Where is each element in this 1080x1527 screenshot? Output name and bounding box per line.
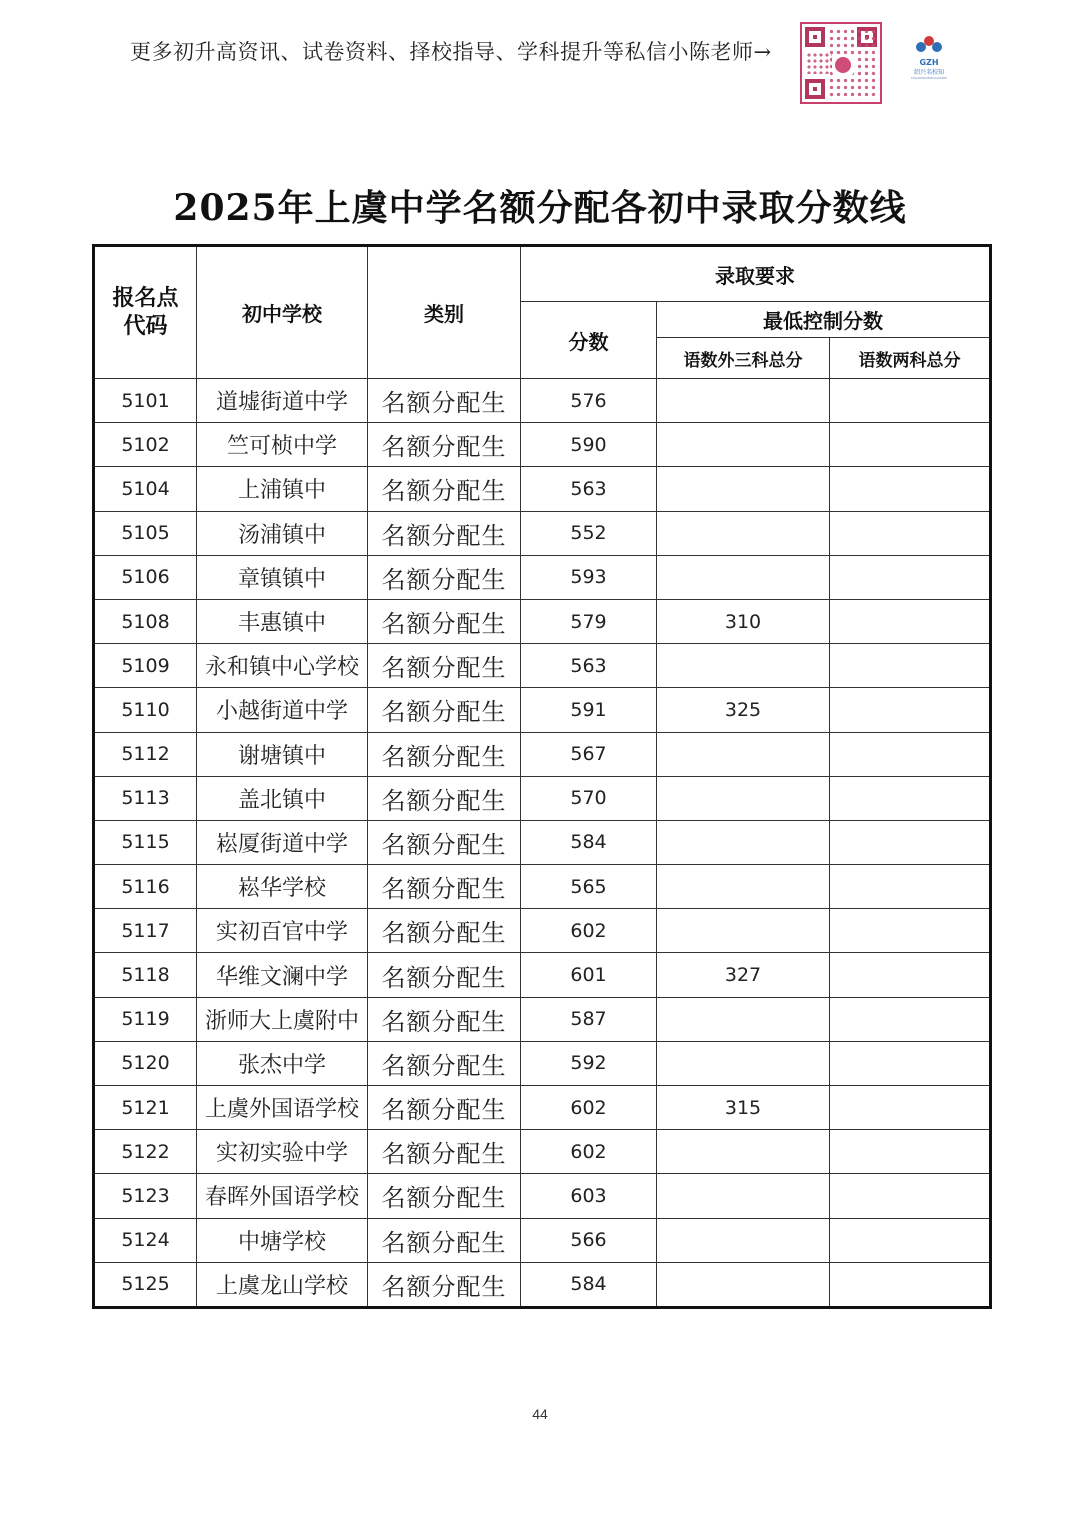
cell-three-subjects: 327	[657, 953, 830, 997]
logo-abbr: GZH	[919, 58, 939, 67]
cell-code: 5120	[94, 1041, 197, 1085]
header-code: 报名点代码	[94, 246, 197, 379]
cell-two-subjects	[830, 688, 991, 732]
cell-score: 576	[521, 379, 657, 423]
cell-type: 名额分配生	[368, 1130, 521, 1174]
cell-school: 汤浦镇中	[197, 511, 368, 555]
cell-two-subjects	[830, 865, 991, 909]
cell-three-subjects	[657, 732, 830, 776]
cell-two-subjects	[830, 997, 991, 1041]
cell-three-subjects	[657, 865, 830, 909]
cell-three-subjects	[657, 467, 830, 511]
cell-code: 5108	[94, 599, 197, 643]
cell-code: 5123	[94, 1174, 197, 1218]
table-row	[94, 865, 991, 909]
cell-school: 实初实验中学	[197, 1130, 368, 1174]
cell-three-subjects	[657, 997, 830, 1041]
cell-school: 中塘学校	[197, 1218, 368, 1262]
cell-score: 592	[521, 1041, 657, 1085]
cell-school: 崧华学校	[197, 865, 368, 909]
cell-three-subjects	[657, 379, 830, 423]
table-row	[94, 599, 991, 643]
cell-three-subjects	[657, 423, 830, 467]
cell-type: 名额分配生	[368, 909, 521, 953]
cell-school: 竺可桢中学	[197, 423, 368, 467]
cell-score: 601	[521, 953, 657, 997]
cell-code: 5109	[94, 644, 197, 688]
cell-score: 603	[521, 1174, 657, 1218]
header-requirement: 录取要求	[521, 246, 991, 302]
cell-code: 5113	[94, 776, 197, 820]
cell-school: 章镇镇中	[197, 555, 368, 599]
cell-two-subjects	[830, 1041, 991, 1085]
cell-type: 名额分配生	[368, 379, 521, 423]
cell-two-subjects	[830, 1218, 991, 1262]
cell-score: 593	[521, 555, 657, 599]
cell-type: 名额分配生	[368, 820, 521, 864]
cell-two-subjects	[830, 732, 991, 776]
cell-code: 5124	[94, 1218, 197, 1262]
cell-code: 5102	[94, 423, 197, 467]
document-title: 2025年上虞中学名额分配各初中录取分数线	[173, 187, 907, 229]
cell-code: 5119	[94, 997, 197, 1041]
cell-two-subjects	[830, 909, 991, 953]
cell-three-subjects	[657, 776, 830, 820]
cell-two-subjects	[830, 423, 991, 467]
cell-school: 上虞龙山学校	[197, 1262, 368, 1307]
header-school: 初中学校	[197, 246, 368, 379]
table-row	[94, 1041, 991, 1085]
cell-three-subjects: 310	[657, 599, 830, 643]
cell-score: 579	[521, 599, 657, 643]
cell-code: 5112	[94, 732, 197, 776]
cell-score: 584	[521, 1262, 657, 1307]
table-row	[94, 1086, 991, 1130]
cell-type: 名额分配生	[368, 865, 521, 909]
promo-banner-text: 更多初升高资讯、试卷资料、择校指导、学科提升等私信小陈老师→	[130, 40, 772, 64]
cell-three-subjects	[657, 644, 830, 688]
cell-type: 名额分配生	[368, 511, 521, 555]
cell-code: 5104	[94, 467, 197, 511]
cell-score: 563	[521, 644, 657, 688]
cell-type: 名额分配生	[368, 997, 521, 1041]
cell-type: 名额分配生	[368, 467, 521, 511]
cell-type: 名额分配生	[368, 1086, 521, 1130]
table-row	[94, 511, 991, 555]
cell-score: 565	[521, 865, 657, 909]
cell-type: 名额分配生	[368, 953, 521, 997]
cell-two-subjects	[830, 820, 991, 864]
cell-school: 丰惠镇中	[197, 599, 368, 643]
cell-type: 名额分配生	[368, 732, 521, 776]
cell-school: 小越街道中学	[197, 688, 368, 732]
cell-code: 5101	[94, 379, 197, 423]
cell-type: 名额分配生	[368, 1218, 521, 1262]
cell-three-subjects	[657, 511, 830, 555]
table-row	[94, 555, 991, 599]
cell-school: 谢塘镇中	[197, 732, 368, 776]
header-score: 分数	[521, 302, 657, 379]
table-row	[94, 909, 991, 953]
cell-school: 浙师大上虞附中	[197, 997, 368, 1041]
header-type: 类别	[368, 246, 521, 379]
cell-score: 566	[521, 1218, 657, 1262]
cell-type: 名额分配生	[368, 1174, 521, 1218]
cell-school: 春晖外国语学校	[197, 1174, 368, 1218]
cell-code: 5121	[94, 1086, 197, 1130]
cell-score: 602	[521, 1130, 657, 1174]
cell-two-subjects	[830, 1130, 991, 1174]
cell-score: 590	[521, 423, 657, 467]
table-row	[94, 1174, 991, 1218]
logo-subtext: SHAOXINGMINGXIAOZHI	[910, 76, 948, 80]
cell-type: 名额分配生	[368, 1041, 521, 1085]
header-min-control: 最低控制分数	[657, 302, 991, 338]
cell-school: 道墟街道中学	[197, 379, 368, 423]
cell-school: 盖北镇中	[197, 776, 368, 820]
cell-school: 实初百官中学	[197, 909, 368, 953]
cell-two-subjects	[830, 1262, 991, 1307]
cell-code: 5125	[94, 1262, 197, 1307]
cell-two-subjects	[830, 599, 991, 643]
cell-score: 552	[521, 511, 657, 555]
cell-three-subjects	[657, 820, 830, 864]
table-row	[94, 644, 991, 688]
cell-school: 上浦镇中	[197, 467, 368, 511]
cell-type: 名额分配生	[368, 599, 521, 643]
cell-three-subjects	[657, 1174, 830, 1218]
qr-code-icon[interactable]	[800, 22, 882, 104]
cell-code: 5118	[94, 953, 197, 997]
table-row	[94, 688, 991, 732]
cell-school: 上虞外国语学校	[197, 1086, 368, 1130]
cell-type: 名额分配生	[368, 644, 521, 688]
cell-school: 张杰中学	[197, 1041, 368, 1085]
cell-two-subjects	[830, 1174, 991, 1218]
cell-three-subjects	[657, 1262, 830, 1307]
cell-two-subjects	[830, 467, 991, 511]
table-row	[94, 997, 991, 1041]
logo-mark-icon	[916, 36, 942, 56]
table-row	[94, 467, 991, 511]
cell-three-subjects	[657, 1130, 830, 1174]
cell-three-subjects	[657, 909, 830, 953]
cell-code: 5105	[94, 511, 197, 555]
cell-code: 5115	[94, 820, 197, 864]
cell-three-subjects	[657, 555, 830, 599]
header-three-subjects: 语数外三科总分	[657, 338, 830, 379]
cell-three-subjects	[657, 1218, 830, 1262]
cell-code: 5117	[94, 909, 197, 953]
cell-two-subjects	[830, 953, 991, 997]
cell-school: 永和镇中心学校	[197, 644, 368, 688]
cell-type: 名额分配生	[368, 776, 521, 820]
cell-score: 587	[521, 997, 657, 1041]
table-row	[94, 379, 991, 423]
cell-code: 5106	[94, 555, 197, 599]
table-row	[94, 1262, 991, 1307]
table-row	[94, 1130, 991, 1174]
cell-type: 名额分配生	[368, 423, 521, 467]
table-row	[94, 1218, 991, 1262]
page-number: 44	[532, 1406, 548, 1422]
cell-code: 5110	[94, 688, 197, 732]
cell-two-subjects	[830, 776, 991, 820]
header-two-subjects: 语数两科总分	[830, 338, 991, 379]
logo-name: 绍兴名校知	[913, 69, 944, 76]
cell-score: 584	[521, 820, 657, 864]
cell-two-subjects	[830, 555, 991, 599]
cell-three-subjects: 325	[657, 688, 830, 732]
cell-score: 591	[521, 688, 657, 732]
cell-three-subjects: 315	[657, 1086, 830, 1130]
cell-type: 名额分配生	[368, 555, 521, 599]
cell-two-subjects	[830, 511, 991, 555]
cell-score: 570	[521, 776, 657, 820]
cell-type: 名额分配生	[368, 688, 521, 732]
table-row	[94, 820, 991, 864]
cell-score: 563	[521, 467, 657, 511]
cell-two-subjects	[830, 644, 991, 688]
cell-code: 5116	[94, 865, 197, 909]
cell-code: 5122	[94, 1130, 197, 1174]
cell-school: 华维文澜中学	[197, 953, 368, 997]
brand-logo	[906, 36, 952, 80]
table-row	[94, 423, 991, 467]
cell-three-subjects	[657, 1041, 830, 1085]
cell-score: 567	[521, 732, 657, 776]
cell-type: 名额分配生	[368, 1262, 521, 1307]
cell-two-subjects	[830, 379, 991, 423]
table-row	[94, 953, 991, 997]
cell-score: 602	[521, 1086, 657, 1130]
cell-school: 崧厦街道中学	[197, 820, 368, 864]
cell-two-subjects	[830, 1086, 991, 1130]
cell-score: 602	[521, 909, 657, 953]
admission-score-table	[92, 244, 992, 1309]
table-row	[94, 776, 991, 820]
table-row	[94, 732, 991, 776]
